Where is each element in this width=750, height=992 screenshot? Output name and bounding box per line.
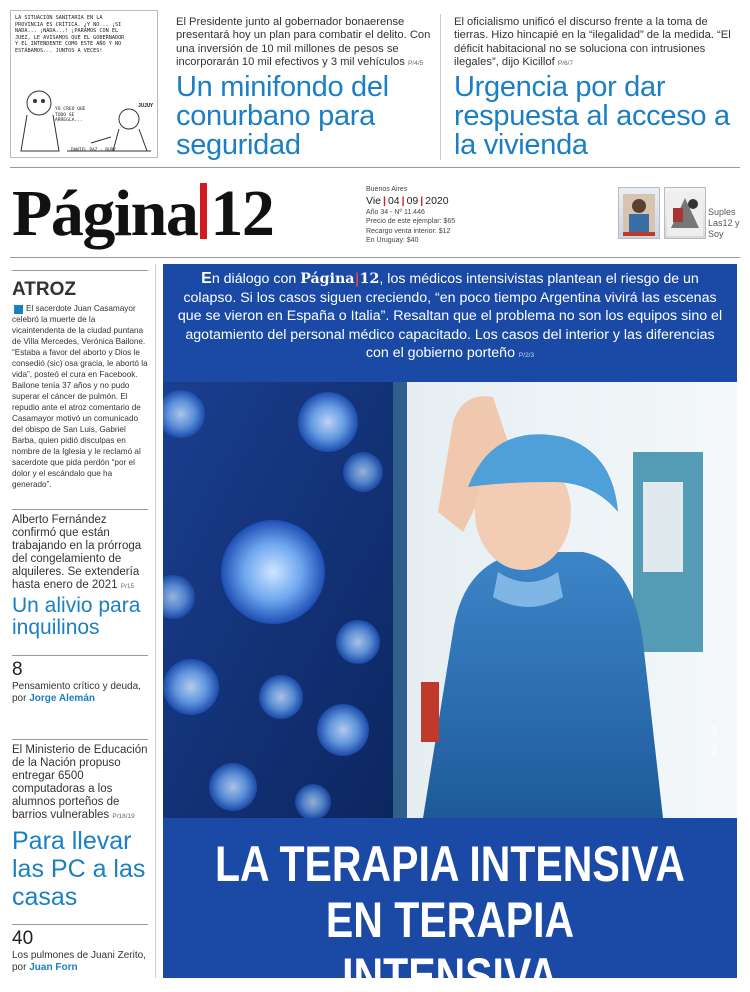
photo-credit: Pull - Jorh [712, 724, 719, 756]
lead-photo-illustration [163, 382, 737, 818]
sidebar-column-8[interactable] [12, 659, 148, 705]
atroz-text: El sacerdote Juan Casamayor celebró la muerte de la vicaintendenta de la ciudad puntana de Villa Mercedes, Verónica Bailone. “Estaba a favor del aborto y Dios le consedió (sic) osa gracia, le abortó la vida”, posteó el cura en Facebook. Bailone tenía 37 años y no pudo superar el cáncer de pulmón. El repudio ante el atroz comentario de Casamayor motivó un comunicado del obispo de San Luis, Gabriel Barba, quien pidió disculpas en nombre de la Iglesia y le reclamó al sacerdote que pida perdón “por el dolor y el escándalo que ha generado”. [12, 304, 148, 489]
computers-headline[interactable]: Para llevar las PC a las casas [12, 827, 146, 911]
sidebar-vertical-divider [155, 264, 156, 978]
cartoon-signature: DANIEL PAZ · RUDY [71, 148, 116, 153]
top-story-lead: El oficialismo unificó el discurso frente a la toma de tierras. Hizo hincapié en la “ilegalidad” de la medida. “El déficit habitacional no se soluciona con intrusiones ilegales”, dijo Kicillof P/6/7 [454, 16, 731, 69]
lead-photo[interactable] [163, 382, 737, 818]
issue-number: Año 34 - Nº 11.446 [366, 209, 425, 217]
supplement-soy-thumbnail[interactable] [664, 187, 706, 239]
top-story-headline[interactable]: Urgencia por dar respuesta al acceso a la vivienda [454, 70, 730, 161]
top-story-security[interactable] [176, 16, 432, 160]
issue-uruguay-price: En Uruguay: $40 [366, 236, 419, 244]
sidebar-divider [12, 739, 148, 740]
issue-price: Precio de este ejemplar: $65 [366, 218, 456, 226]
supplement-las12-thumbnail[interactable] [618, 187, 660, 239]
sidebar-divider [12, 924, 148, 925]
rent-lead: Alberto Fernández confirmó que están trabajando en la prórroga del congelamiento de alquileres. Se extendería hasta enero de 2021 P/15 [12, 514, 142, 591]
main-headline[interactable] [163, 818, 737, 992]
cartoon-drawing [11, 11, 158, 158]
top-story-lead: El Presidente junto al gobernador bonaerense presentará hoy un plan para combatir el delito. Con una inversión de 10 mil millones de pesos se incorporarán 10 mil efectivos y 3 mil vehículos P/4/5 [176, 16, 431, 69]
main-headline-line-2: EN TERAPIA INTENSIVA [325, 892, 575, 992]
logo-red-bar [200, 183, 207, 239]
page-number-8: 8 [12, 659, 23, 680]
supplement-soy-image [665, 188, 705, 238]
main-headline-line-1: LA TERAPIA INTENSIVA [214, 836, 685, 892]
masthead-bottom-rule [10, 257, 740, 258]
sidebar-story-rent[interactable] [12, 514, 148, 639]
sidebar-divider [12, 655, 148, 656]
issue-date: Vie | 04 | 09 | 2020 [366, 195, 449, 208]
atroz-title: ATROZ [12, 279, 77, 300]
top-story-headline[interactable]: Un minifondo del conurbano para seguridad [176, 70, 389, 161]
cartoon-speech-2: YO CREO QUE TODO SE ARREGLA... [55, 107, 86, 123]
sidebar-column-40[interactable] [12, 928, 148, 974]
sidebar-story-computers[interactable] [12, 744, 148, 911]
editorial-cartoon [10, 10, 158, 158]
sidebar-atroz[interactable] [12, 270, 148, 301]
newspaper-logo[interactable]: Página 12 [12, 177, 274, 250]
sidebar-divider [12, 509, 148, 510]
supplements-label: Suples Las12 y Soy [708, 207, 740, 239]
column-40-author: Juan Forn [29, 962, 78, 973]
page-number-40: 40 [12, 928, 34, 949]
issue-city: Buenos Aires [366, 186, 408, 193]
column-8-text: Pensamiento crítico y deuda, por Jorge Alemán [12, 681, 141, 704]
column-40-text: Los pulmones de Juani Zerito, por Juan Forn [12, 950, 146, 973]
issue-meta [366, 185, 455, 245]
inline-brand: Página|12 [300, 271, 380, 287]
column-divider [440, 14, 441, 160]
cartoon-speech: LA SITUACIÓN SANITARIA EN LA PROVINCIA ES CRÍTICA. ¿Y NO... ¡SI NADA... ¡NADA...! ¡PARÁMOS CON EL JUEZ, LE AVISAMOS QUE EL GOBERNADOR Y EL INTENDENTE COMO ESTE AÑO Y NO ESTÁBAMOS... JUNTOS A VECES! [15, 15, 125, 54]
cartoon-sign: JUJUY [137, 103, 153, 109]
masthead-top-rule [10, 167, 740, 168]
column-8-author: Jorge Alemán [29, 693, 95, 704]
lead-story-box[interactable]: En diálogo con Página|12, los médicos intensivistas plantean el riesgo de un colapso. Si los casos siguen creciendo, “en poco tiempo Argentina vivirá las escenas que se vieron en España o Italia”. Resaltan que el problema no son los equipos sino el agotamiento del personal médico capacitado. Los casos del interior y las diferencias con el gobierno porteño P/2/3 [163, 264, 737, 382]
supplement-las12-image [619, 188, 659, 238]
issue-surcharge: Recargo venta interior: $12 [366, 227, 451, 235]
top-story-housing[interactable] [454, 16, 740, 160]
computers-lead: El Ministerio de Educación de la Nación propuso entregar 6500 computadoras a los alumnos porteños de barrios vulnerables P/18/19 [12, 744, 148, 821]
rent-headline[interactable]: Un alivio para inquilinos [12, 594, 141, 639]
